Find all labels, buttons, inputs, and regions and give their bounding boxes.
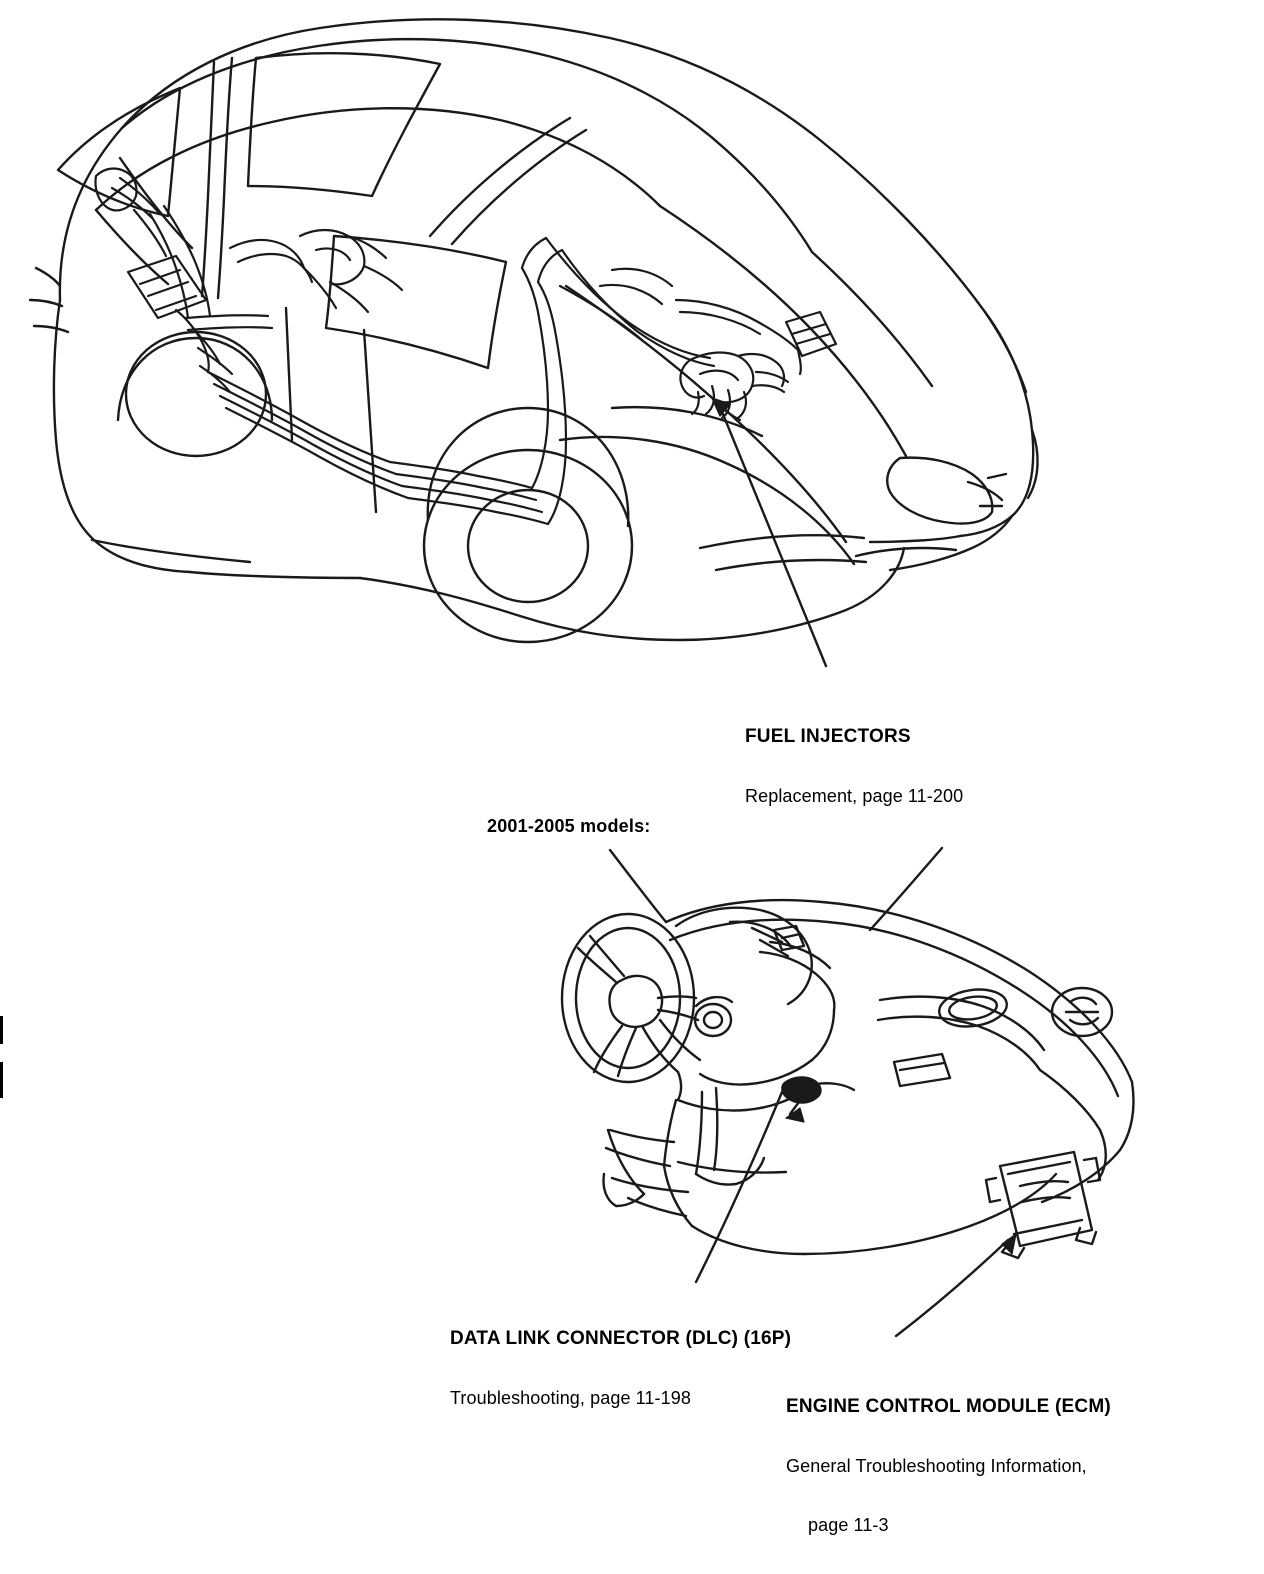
callout-engine-control-module [786,1358,1111,1574]
callout-ecm-sub: General Troubleshooting Information, [786,1455,1087,1476]
callout-fuel-injectors-sub: Replacement, page 11-200 [745,785,964,806]
callout-fuel-injectors [745,688,963,845]
callout-ecm-sub2: page 11-3 [808,1514,889,1535]
callout-dlc-title: DATA LINK CONNECTOR (DLC) (16P) [450,1327,792,1349]
callout-fuel-injectors-title: FUEL INJECTORS [745,725,911,747]
dashboard-cutaway-figure [430,830,1230,1370]
callout-data-link-connector [450,1290,791,1447]
callout-dlc-sub: Troubleshooting, page 11-198 [450,1387,691,1408]
callout-ecm-title: ENGINE CONTROL MODULE (ECM) [786,1395,1111,1417]
model-years-label: 2001-2005 models: [487,816,651,836]
page-edge-mark [0,1062,3,1098]
page-edge-mark [0,1016,3,1044]
vehicle-cutaway-figure [0,0,1100,760]
